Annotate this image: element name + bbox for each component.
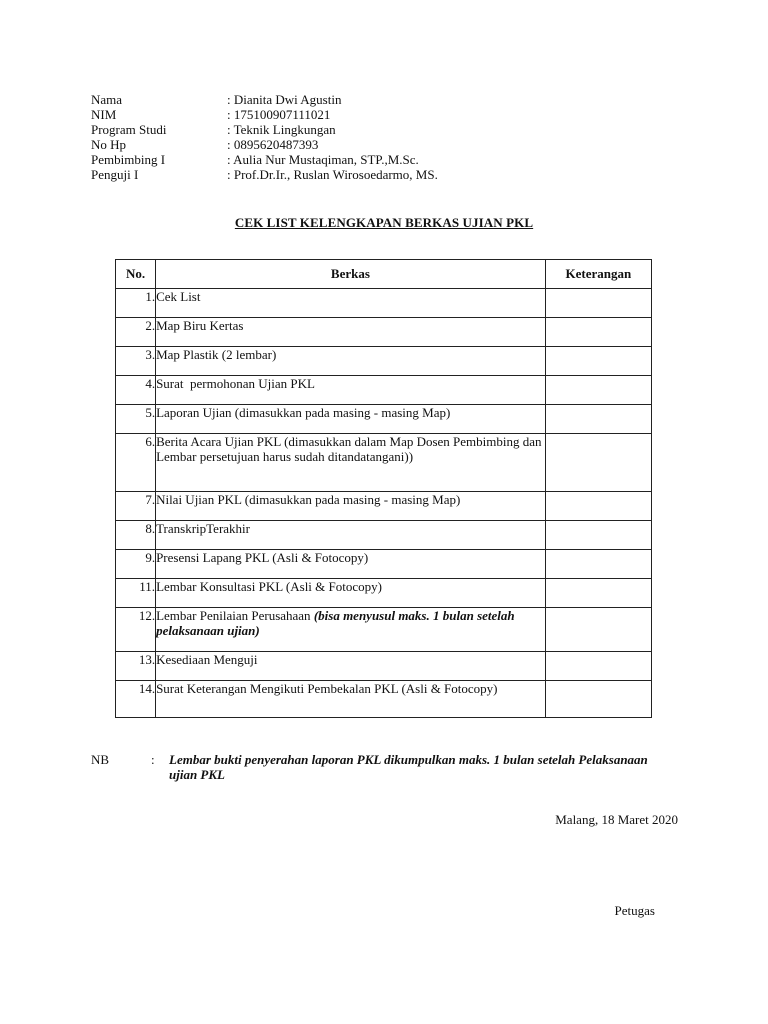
row-keterangan xyxy=(545,550,651,579)
table-row xyxy=(116,492,652,521)
row-berkas-emphasis: (bisa menyusul maks. 1 bulan setelah pelaksanaan ujian) xyxy=(156,608,515,638)
column-header-berkas: Berkas xyxy=(156,260,546,289)
info-value: : 0895620487393 xyxy=(227,137,319,152)
row-berkas: Nilai Ujian PKL (dimasukkan pada masing - masing Map) xyxy=(156,492,546,521)
info-label: No Hp xyxy=(91,137,127,152)
info-row-pembimbing xyxy=(91,152,438,167)
row-berkas: Presensi Lapang PKL (Asli & Fotocopy) xyxy=(156,550,546,579)
row-berkas-text: Lembar Penilaian Perusahaan xyxy=(156,608,314,623)
table-row xyxy=(116,318,652,347)
table-row xyxy=(116,405,652,434)
row-number: 12. xyxy=(116,608,156,652)
signature-label: Petugas xyxy=(614,903,655,918)
row-berkas: Surat permohonan Ujian PKL xyxy=(156,376,546,405)
info-row-penguji xyxy=(91,167,438,182)
table-row xyxy=(116,681,652,718)
table-row xyxy=(116,289,652,318)
row-keterangan xyxy=(545,608,651,652)
table-row xyxy=(116,434,652,492)
row-berkas: Lembar Konsultasi PKL (Asli & Fotocopy) xyxy=(156,579,546,608)
nb-label: NB xyxy=(91,752,110,767)
info-label: Pembimbing I xyxy=(91,152,166,167)
row-keterangan xyxy=(545,681,651,718)
checklist-table xyxy=(115,259,652,718)
info-label: Penguji I xyxy=(91,167,139,182)
info-row-no-hp xyxy=(91,137,438,152)
row-number: 5. xyxy=(116,405,156,434)
row-keterangan xyxy=(545,434,651,492)
row-berkas: TranskripTerakhir xyxy=(156,521,546,550)
row-keterangan xyxy=(545,347,651,376)
row-number: 9. xyxy=(116,550,156,579)
info-value: : Teknik Lingkungan xyxy=(227,122,336,137)
row-berkas: Surat Keterangan Mengikuti Pembekalan PKL (Asli & Fotocopy) xyxy=(156,681,546,718)
row-keterangan xyxy=(545,521,651,550)
row-berkas: Map Plastik (2 lembar) xyxy=(156,347,546,376)
row-number: 11. xyxy=(116,579,156,608)
table-row xyxy=(116,521,652,550)
row-keterangan xyxy=(545,579,651,608)
table-row xyxy=(116,579,652,608)
row-number: 3. xyxy=(116,347,156,376)
info-row-nim xyxy=(91,107,438,122)
row-berkas: Map Biru Kertas xyxy=(156,318,546,347)
table-header-row xyxy=(116,260,652,289)
info-row-nama xyxy=(91,92,438,107)
row-number: 1. xyxy=(116,289,156,318)
document-title: CEK LIST KELENGKAPAN BERKAS UJIAN PKL xyxy=(234,215,534,230)
row-number: 4. xyxy=(116,376,156,405)
row-number: 14. xyxy=(116,681,156,718)
table-row xyxy=(116,347,652,376)
info-value: : Prof.Dr.Ir., Ruslan Wirosoedarmo, MS. xyxy=(227,167,438,182)
nb-text: Lembar bukti penyerahan laporan PKL dikumpulkan maks. 1 bulan setelah Pelaksanaan ujian PKL xyxy=(169,752,648,782)
info-value: : Dianita Dwi Agustin xyxy=(227,92,342,107)
row-keterangan xyxy=(545,289,651,318)
row-keterangan xyxy=(545,405,651,434)
row-keterangan xyxy=(545,492,651,521)
student-info xyxy=(91,92,438,182)
row-number: 6. xyxy=(116,434,156,492)
table-row xyxy=(116,652,652,681)
row-number: 2. xyxy=(116,318,156,347)
nb-colon: : xyxy=(151,752,155,767)
column-header-no: No. xyxy=(116,260,156,289)
table-row xyxy=(116,608,652,652)
place-date: Malang, 18 Maret 2020 xyxy=(555,812,678,827)
info-label: NIM xyxy=(91,107,117,122)
nb-note xyxy=(91,752,659,782)
info-label: Program Studi xyxy=(91,122,167,137)
row-berkas xyxy=(156,608,546,652)
info-label: Nama xyxy=(91,92,123,107)
info-row-program-studi xyxy=(91,122,438,137)
row-keterangan xyxy=(545,318,651,347)
row-berkas: Laporan Ujian (dimasukkan pada masing - masing Map) xyxy=(156,405,546,434)
row-number: 13. xyxy=(116,652,156,681)
info-value: : Aulia Nur Mustaqiman, STP.,M.Sc. xyxy=(227,152,419,167)
row-number: 8. xyxy=(116,521,156,550)
row-keterangan xyxy=(545,376,651,405)
column-header-keterangan: Keterangan xyxy=(545,260,651,289)
row-berkas: Kesediaan Menguji xyxy=(156,652,546,681)
row-berkas: Cek List xyxy=(156,289,546,318)
row-keterangan xyxy=(545,652,651,681)
row-number: 7. xyxy=(116,492,156,521)
row-berkas: Berita Acara Ujian PKL (dimasukkan dalam Map Dosen Pembimbing dan Lembar persetujuan harus sudah ditandatangani)) xyxy=(156,434,546,492)
info-value: : 175100907111021 xyxy=(227,107,331,122)
table-row xyxy=(116,376,652,405)
table-row xyxy=(116,550,652,579)
